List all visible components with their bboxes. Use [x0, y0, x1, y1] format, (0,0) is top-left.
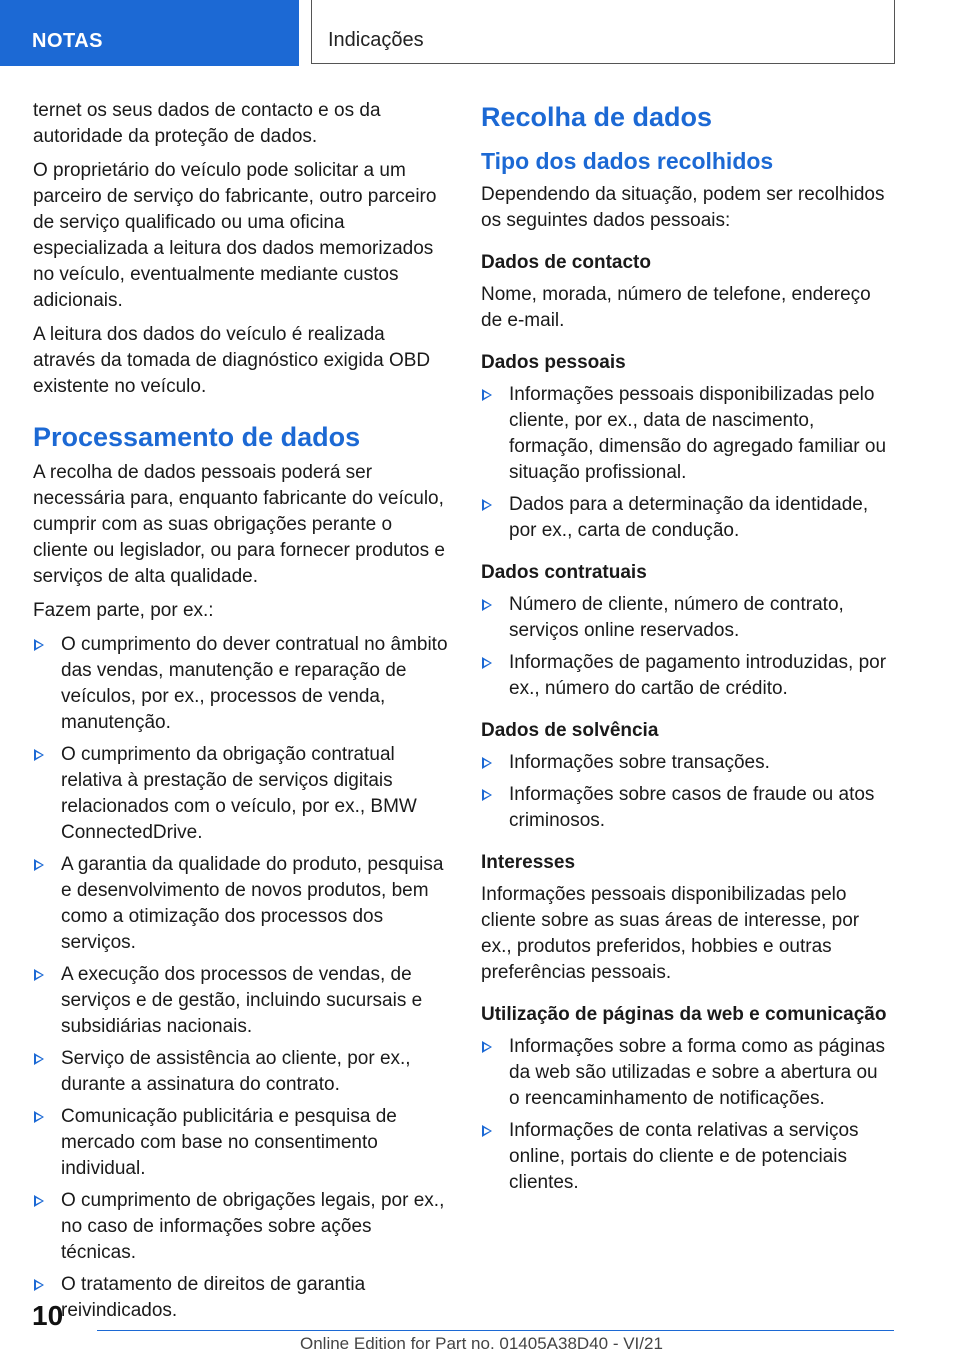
- triangle-bullet-icon: [34, 859, 44, 871]
- list-item: Informações de conta relativas a serviços online, portais do cliente e de potenciais clientes.: [481, 1118, 893, 1196]
- footer-divider: [97, 1330, 894, 1331]
- triangle-bullet-icon: [482, 657, 492, 669]
- paragraph: A leitura dos dados do veículo é realizada através da tomada de diagnóstico exigida OBD existente no veículo.: [33, 324, 431, 397]
- list-item: Informações sobre casos de fraude ou atos criminosos.: [481, 782, 893, 834]
- solvency-list: [481, 750, 893, 834]
- contract-heading: Dados contratuais: [481, 562, 647, 583]
- triangle-bullet-icon: [482, 1041, 492, 1053]
- triangle-bullet-icon: [34, 1053, 44, 1065]
- list-item: Serviço de assistência ao cliente, por ex., durante a assinatura do contrato.: [33, 1046, 449, 1098]
- solvency-heading: Dados de solvência: [481, 720, 659, 741]
- triangle-bullet-icon: [34, 639, 44, 651]
- list-item: O cumprimento de obrigações legais, por ex., no caso de informações sobre ações técnicas.: [33, 1188, 449, 1266]
- paragraph: O proprietário do veículo pode solicitar a um parceiro de serviço do fabricante, outro parceiro de serviço qualificado ou uma oficina especializada a leitura dos dados memorizados no veículo, eventualmente mediante custos adicionais.: [33, 160, 437, 311]
- list-item: Comunicação publicitária e pesquisa de mercado com base no consentimento individual.: [33, 1104, 449, 1182]
- list-item: Dados para a determinação da identidade, por ex., carta de condução.: [481, 492, 893, 544]
- triangle-bullet-icon: [482, 789, 492, 801]
- triangle-bullet-icon: [482, 389, 492, 401]
- triangle-bullet-icon: [34, 749, 44, 761]
- paragraph: Fazem parte, por ex.:: [33, 600, 214, 621]
- list-item: Informações pessoais disponibilizadas pelo cliente, por ex., data de nascimento, formação, dimensão do agregado familiar ou situação profissional.: [481, 382, 893, 486]
- list-item: O cumprimento do dever contratual no âmbito das vendas, manutenção e reparação de veículos, por ex., processos de venda, manutenção.: [33, 632, 449, 736]
- triangle-bullet-icon: [482, 499, 492, 511]
- notes-tab: NOTAS: [0, 0, 299, 66]
- interests-heading: Interesses: [481, 852, 576, 873]
- triangle-bullet-icon: [482, 599, 492, 611]
- edition-footer: Online Edition for Part no. 01405A38D40 - VI/21: [300, 1334, 663, 1353]
- right-column: [481, 98, 893, 1202]
- list-item: Informações de pagamento introduzidas, por ex., número do cartão de crédito.: [481, 650, 893, 702]
- collection-heading: Recolha de dados: [481, 102, 713, 132]
- processing-list: [33, 632, 449, 1324]
- list-item: O tratamento de direitos de garantia reivindicados.: [33, 1272, 449, 1324]
- contact-heading: Dados de contacto: [481, 252, 651, 273]
- triangle-bullet-icon: [34, 1195, 44, 1207]
- list-item: Número de cliente, número de contrato, serviços online reservados.: [481, 592, 893, 644]
- personal-list: [481, 382, 893, 544]
- page-number: 10: [32, 1300, 64, 1331]
- contract-list: [481, 592, 893, 702]
- personal-heading: Dados pessoais: [481, 352, 626, 373]
- triangle-bullet-icon: [482, 1125, 492, 1137]
- list-item: Informações sobre transações.: [481, 750, 893, 776]
- left-column: [33, 98, 449, 1330]
- web-list: [481, 1034, 893, 1196]
- paragraph: A recolha de dados pessoais poderá ser necessária para, enquanto fabricante do veículo, cumprir com as suas obrigações perante o cliente ou legislador, ou para fornecer produtos e serviços de alta qualidade.: [33, 462, 445, 587]
- triangle-bullet-icon: [34, 969, 44, 981]
- paragraph: Informações pessoais disponibilizadas pelo cliente sobre as suas áreas de interesse, por ex., produtos preferidos, hobbies e outras preferências pessoais.: [481, 884, 860, 983]
- list-item: A garantia da qualidade do produto, pesquisa e desenvolvimento de novos produtos, bem como a otimização dos processos dos serviços.: [33, 852, 449, 956]
- types-heading: Tipo dos dados recolhidos: [481, 148, 774, 174]
- web-heading: Utilização de páginas da web e comunicação: [481, 1004, 887, 1025]
- section-title: Indicações: [311, 0, 895, 64]
- list-item: O cumprimento da obrigação contratual relativa à prestação de serviços digitais relacionados com o veículo, por ex., BMW ConnectedDrive.: [33, 742, 449, 846]
- triangle-bullet-icon: [34, 1279, 44, 1291]
- list-item: Informações sobre a forma como as páginas da web são utilizadas e sobre a abertura ou o reencaminhamento de notificações.: [481, 1034, 893, 1112]
- list-item: A execução dos processos de vendas, de serviços e de gestão, incluindo sucursais e subsidiárias nacionais.: [33, 962, 449, 1040]
- triangle-bullet-icon: [482, 757, 492, 769]
- paragraph: Dependendo da situação, podem ser recolhidos os seguintes dados pessoais:: [481, 184, 885, 231]
- paragraph: Nome, morada, número de telefone, endereço de e-mail.: [481, 284, 871, 331]
- processing-heading: Processamento de dados: [33, 422, 361, 452]
- triangle-bullet-icon: [34, 1111, 44, 1123]
- paragraph: ternet os seus dados de contacto e os da autoridade da proteção de dados.: [33, 100, 381, 147]
- page-header: [0, 0, 960, 66]
